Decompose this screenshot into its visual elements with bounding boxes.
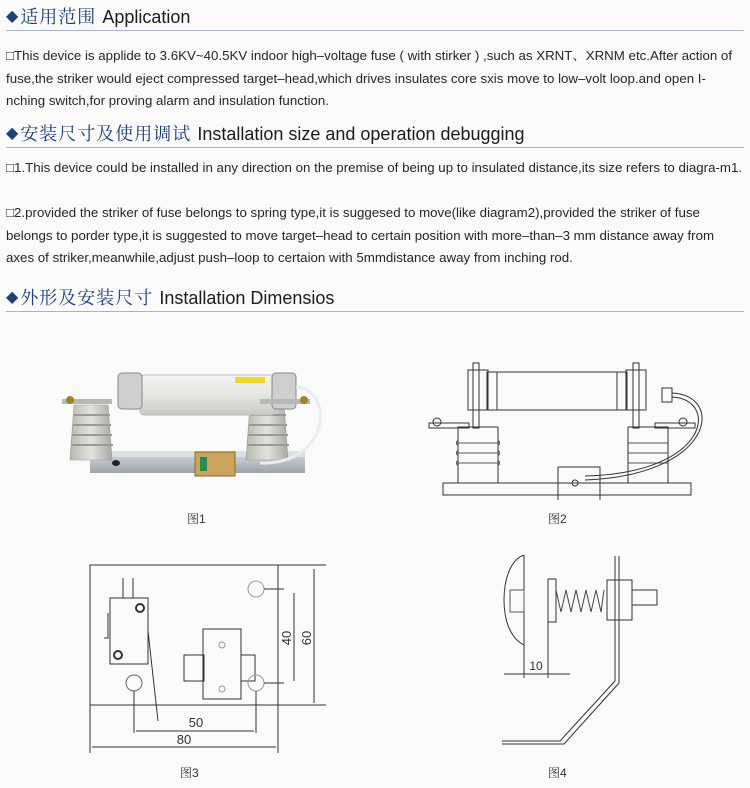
dim-50: 50 [188, 715, 204, 730]
diamond-bullet-icon: ◆ [6, 289, 19, 306]
diamond-bullet-icon: ◆ [6, 8, 19, 25]
heading-cn: 安装尺寸及使用调试 [20, 124, 192, 144]
figure-1-caption: 图1 [187, 512, 206, 526]
application-paragraph: □This device is applide to 3.6KV~40.5KV indoor high–voltage fuse ( with stirker ) ,such as XRNT、XRNM etc.After action of fuse,the striker would eject compressed target–head,which drives insulates core sxis move to low–volt loop.and open I-nching switch,for proving alarm and insulation function. [6, 48, 733, 108]
section-heading-application [6, 2, 744, 31]
figure-4-caption: 图4 [548, 766, 567, 780]
figure-2-caption: 图2 [548, 512, 567, 526]
heading-en: Application [102, 7, 191, 27]
installation-paragraph-2: □2.provided the striker of fuse belongs to spring type,it is suggesed to move(like diagram2),provided the striker of fuse belongs to porder type,it is suggested to move target–head to certain position with more–than–3 mm distance away from axes of striker,meanwhile,adjust push–loop to certaion with 5mmdistance away from inching rod. [6, 205, 715, 265]
dim-10: 10 [529, 659, 543, 673]
figure-3-caption: 图3 [180, 766, 199, 780]
figure-3-drawing [88, 563, 338, 758]
figure-2-drawing [425, 355, 715, 500]
figure-4-drawing [480, 550, 680, 750]
heading-en: Installation size and operation debugging [197, 124, 525, 144]
figure-1-photo [60, 355, 340, 490]
diamond-bullet-icon: ◆ [6, 125, 19, 142]
dim-80: 80 [176, 732, 192, 747]
dim-40: 40 [279, 630, 294, 646]
installation-paragraph-1: □1.This device could be installed in any direction on the premise of being up to insulated distance,its size refers to diagra-m1. [6, 160, 743, 175]
heading-en: Installation Dimensios [159, 288, 335, 308]
heading-cn: 外形及安装尺寸 [20, 288, 154, 308]
dim-60: 60 [299, 630, 314, 646]
section-heading-dimensions [6, 283, 744, 312]
section-heading-installation [6, 119, 744, 148]
heading-cn: 适用范围 [20, 7, 97, 27]
